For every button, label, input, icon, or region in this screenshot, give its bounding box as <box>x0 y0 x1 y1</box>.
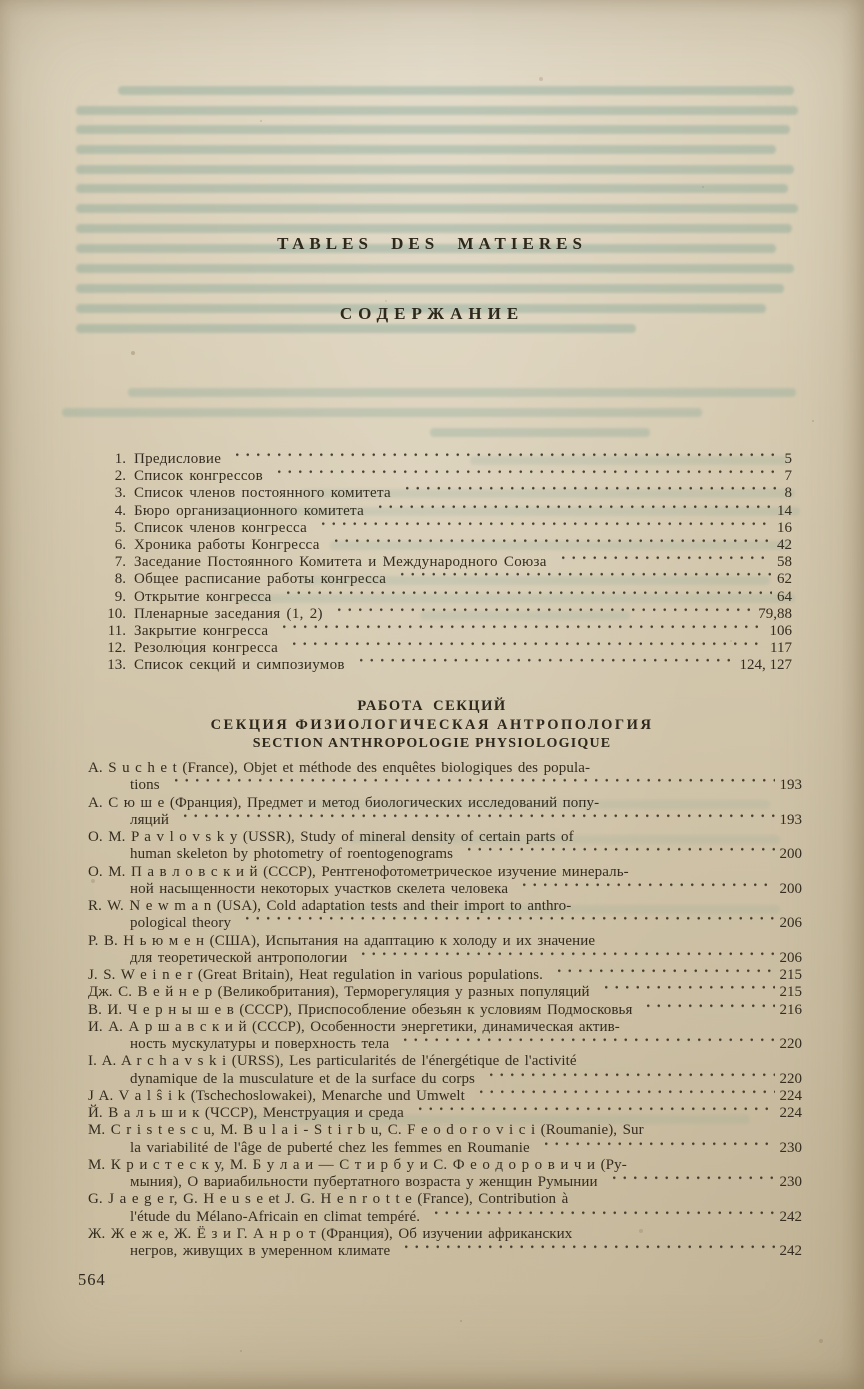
section-headings <box>0 696 864 753</box>
toc-item-title: Закрытие конгресса <box>134 623 269 640</box>
dot-leader <box>167 777 775 794</box>
section-entry-line <box>88 1088 802 1105</box>
section-entry-line <box>88 777 802 794</box>
entry-page: 216 <box>779 1001 802 1018</box>
toc-item <box>96 571 792 588</box>
dot-leader <box>393 571 772 588</box>
entry-text: В. И. Ч е р н ы ш е в (СССР), Приспособление обезьян к условиям Подмосковья <box>88 1001 633 1018</box>
section-entry-line <box>88 1243 802 1260</box>
showthrough-line <box>76 224 792 233</box>
dot-leader <box>238 915 774 932</box>
entry-text: J. S. W e i n e r (Great Britain), Heat regulation in various populations. <box>88 967 543 983</box>
toc-item-page: 14 <box>777 502 792 519</box>
entry-text: А. С ю ш е (Франция), Предмет и метод биологических исследований попу- <box>88 794 600 811</box>
section-entry-line <box>88 1053 802 1070</box>
dot-leader <box>285 640 765 657</box>
section-entry-line <box>88 1140 802 1157</box>
section-entry <box>88 1157 802 1192</box>
entry-page: 224 <box>779 1087 802 1104</box>
dot-leader <box>270 468 780 485</box>
showthrough-line <box>430 428 650 437</box>
toc-item-number: 4. <box>114 502 126 519</box>
toc-item-number: 5. <box>114 519 126 536</box>
toc-item <box>96 554 792 571</box>
entry-page: 230 <box>779 1139 802 1156</box>
entry-text: I. A. A r c h a v s k i (URSS), Les particularités de l'énergétique de l'activité <box>88 1053 577 1070</box>
toc-item-page: 58 <box>777 554 792 571</box>
section-entry-line <box>88 1209 802 1226</box>
section-entry-line <box>88 984 802 1001</box>
dot-leader <box>279 589 772 606</box>
section-entry <box>88 933 802 968</box>
entry-page: 220 <box>779 1070 802 1087</box>
section-entry <box>88 1088 802 1105</box>
dot-leader <box>352 657 735 674</box>
section-entry <box>88 1226 802 1261</box>
section-entry-line <box>88 1122 802 1139</box>
dot-leader <box>515 881 774 898</box>
dot-leader <box>314 520 772 537</box>
showthrough-line <box>128 388 796 397</box>
entry-page: 224 <box>779 1105 802 1121</box>
section-entry <box>88 1053 802 1088</box>
section-entry-line <box>88 1071 802 1088</box>
section-heading-work-of-sections: РАБОТА СЕКЦИЙ <box>357 698 507 714</box>
section-entry-line <box>88 1105 802 1122</box>
section-heading-russian: СЕКЦИЯ ФИЗИОЛОГИЧЕСКАЯ АНТРОПОЛОГИЯ <box>210 717 654 733</box>
toc-item-page: 16 <box>777 519 792 536</box>
section-heading-french: SECTION ANTHROPOLOGIE PHYSIOLOGIQUE <box>252 736 612 751</box>
toc-item-number: 10. <box>107 605 126 622</box>
entry-text: негров, живущих в умеренном климате <box>130 1243 391 1259</box>
entry-text: Ж. Ж е ж е, Ж. Ё з и Г. А н р о т (Франция), Об изучении африканских <box>88 1225 573 1242</box>
section-entry-line <box>88 864 802 881</box>
entry-page: 193 <box>779 777 802 794</box>
entry-text: R. W. N e w m a n (USA), Cold adaptation tests and their import to anthro- <box>88 898 572 914</box>
entry-text: О. М. П а в л о в с к и й (СССР), Рентгенофотометрическое изучение минераль- <box>88 863 629 880</box>
entry-text: Дж. С. В е й н е р (Великобритания), Терморегуляция у разных популяций <box>88 984 590 1001</box>
toc-item-title: Список членов конгресса <box>134 519 308 536</box>
section-entry-list <box>88 760 802 1260</box>
section-entry-line <box>88 1036 802 1053</box>
toc-item <box>96 606 792 623</box>
section-entry-line <box>88 1226 802 1243</box>
section-entry-line <box>88 846 802 863</box>
toc-item-title: Хроника работы Конгресса <box>134 537 320 554</box>
dot-leader <box>411 1105 775 1122</box>
entry-page: 193 <box>779 811 802 828</box>
section-entry-line <box>88 1002 802 1019</box>
dot-leader <box>397 1243 774 1260</box>
showthrough-line <box>76 284 784 293</box>
dot-leader <box>330 606 753 623</box>
section-entry-line <box>88 967 802 984</box>
section-entry <box>88 760 802 795</box>
toc-item-title: Пленарные заседания (1, 2) <box>134 605 323 622</box>
showthrough-line <box>76 184 788 193</box>
toc-item-title: Резолюция конгресса <box>134 640 279 657</box>
paper-speckles <box>0 0 2 2</box>
toc-item-title: Открытие конгресса <box>134 588 272 605</box>
toc-item-page: 42 <box>777 537 792 554</box>
showthrough-line <box>76 264 794 273</box>
entry-text: l'étude du Mélano-Africain en climat tempéré. <box>130 1208 421 1225</box>
showthrough-line <box>62 408 702 417</box>
section-entry <box>88 1191 802 1226</box>
page-number: 564 <box>78 1270 106 1289</box>
showthrough-line <box>118 86 794 95</box>
toc-item-number: 6. <box>114 537 126 554</box>
dot-leader <box>398 485 780 502</box>
toc-item-page: 124, 127 <box>739 657 792 674</box>
entry-text: M. C r i s t e s c u, M. B u l a i - S t i r b u, C. F e o d o r o v i c i (Roumanie), Sur <box>88 1122 644 1139</box>
dot-leader <box>396 1036 774 1053</box>
entry-page: 206 <box>779 949 802 966</box>
section-entry <box>88 984 802 1001</box>
section-entry-line <box>88 812 802 829</box>
showthrough-line <box>76 125 790 134</box>
toc-item-page: 62 <box>777 571 792 588</box>
entry-page: 230 <box>779 1174 802 1190</box>
toc-item <box>96 451 792 468</box>
toc-item-number: 8. <box>114 571 126 588</box>
entry-text: J A. V a l ŝ i k (Tschechoslowakei), Menarche und Umwelt <box>88 1087 465 1104</box>
entry-text: И. А. А р ш а в с к и й (СССР), Особенности энергетики, динамическая актив- <box>88 1018 620 1035</box>
dot-leader <box>176 812 775 829</box>
dot-leader <box>354 950 774 967</box>
dot-leader <box>371 503 772 520</box>
toc-item-page: 64 <box>777 588 792 605</box>
entry-text: tions <box>130 777 160 794</box>
section-entry <box>88 795 802 830</box>
entry-page: 242 <box>779 1208 802 1225</box>
section-entry-line <box>88 1019 802 1036</box>
entry-text: pological theory <box>130 915 232 932</box>
toc-list <box>96 451 792 675</box>
entry-text: для теоретической антропологии <box>130 949 348 966</box>
toc-item-number: 7. <box>114 554 126 571</box>
toc-item-title: Предисловие <box>134 451 222 467</box>
section-entry <box>88 1105 802 1122</box>
entry-page: 200 <box>779 846 802 863</box>
entry-text: G. J a e g e r, G. H e u s e et J. G. H e n r o t t e (France), Contribution à <box>88 1191 569 1208</box>
showthrough-line <box>76 204 798 213</box>
showthrough-line <box>76 145 776 154</box>
entry-page: 215 <box>779 984 802 1001</box>
entry-text: М. К р и с т е с к у, М. Б у л а и — С т и р б у и С. Ф е о д о р о в и ч и (Ру- <box>88 1156 627 1173</box>
section-entry-line <box>88 1157 802 1174</box>
toc-item <box>96 537 792 554</box>
toc-item-number: 3. <box>114 485 126 502</box>
dot-leader <box>550 967 775 984</box>
toc-item-page: 7 <box>784 468 792 485</box>
showthrough-line <box>76 324 636 333</box>
showthrough-line <box>76 165 794 174</box>
dot-leader <box>228 451 779 468</box>
entry-text: A. S u c h e t (France), Objet et méthode des enquêtes biologiques des popula- <box>88 760 591 776</box>
toc-item-title: Бюро организационного комитета <box>134 502 365 519</box>
section-entry-line <box>88 829 802 846</box>
dot-leader <box>460 846 774 863</box>
dot-leader <box>275 623 764 640</box>
entry-text: мыния), О вариабильности пубертатного возраста у женщин Румынии <box>130 1174 598 1190</box>
toc-item <box>96 503 792 520</box>
entry-text: la variabilité de l'âge de puberté chez les femmes en Roumanie <box>130 1139 530 1156</box>
dot-leader <box>427 1209 774 1226</box>
entry-text: ной насыщенности некоторых участков скелета человека <box>130 880 509 897</box>
section-entry <box>88 1122 802 1157</box>
entry-text: O. M. P a v l o v s k y (USSR), Study of mineral density of certain parts of <box>88 829 574 845</box>
section-entry-line <box>88 760 802 777</box>
toc-item <box>96 657 792 674</box>
toc-item-page: 106 <box>769 623 792 640</box>
toc-item-number: 2. <box>114 468 126 485</box>
dot-leader <box>605 1174 775 1191</box>
section-entry <box>88 829 802 864</box>
page-title-french: TABLES DES MATIERES <box>277 234 587 253</box>
section-entry-line <box>88 1174 802 1191</box>
toc-item-title: Список конгрессов <box>134 468 263 485</box>
toc-item-number: 12. <box>107 640 126 657</box>
toc-item-number: 9. <box>114 588 126 605</box>
toc-item <box>96 640 792 657</box>
dot-leader <box>537 1140 775 1157</box>
section-entry <box>88 1002 802 1019</box>
entry-page: 242 <box>779 1243 802 1259</box>
page-title-russian: СОДЕРЖАНИЕ <box>339 304 525 323</box>
toc-item-title: Заседание Постоянного Комитета и Международного Союза <box>134 554 547 571</box>
toc-item-title: Список секций и симпозиумов <box>134 657 345 674</box>
entry-text: human skeleton by photometry of roentogenograms <box>130 846 454 863</box>
toc-item-number: 1. <box>114 451 126 467</box>
dot-leader <box>472 1088 775 1105</box>
entry-text: Р. В. Н ь ю м е н (США), Испытания на адаптацию к холоду и их значение <box>88 932 596 949</box>
entry-page: 220 <box>779 1036 802 1052</box>
section-entry-line <box>88 950 802 967</box>
entry-text: ность мускулатуры и поверхность тела <box>130 1036 390 1052</box>
dot-leader <box>327 537 772 554</box>
toc-item-number: 13. <box>107 657 126 674</box>
section-entry-line <box>88 1191 802 1208</box>
section-entry-line <box>88 915 802 932</box>
toc-item-title: Список членов постоянного комитета <box>134 485 391 502</box>
section-entry <box>88 898 802 933</box>
toc-item-title: Общее расписание работы конгресса <box>134 571 387 588</box>
section-entry-line <box>88 881 802 898</box>
toc-item-page: 117 <box>770 640 792 657</box>
entry-page: 215 <box>779 967 802 983</box>
toc-item <box>96 468 792 485</box>
section-entry <box>88 967 802 984</box>
toc-item-page: 79,88 <box>758 605 792 622</box>
toc-item-page: 5 <box>784 451 792 467</box>
dot-leader <box>639 1002 774 1019</box>
toc-item-number: 11. <box>107 623 126 640</box>
section-entry <box>88 1019 802 1054</box>
entry-text: dynamique de la musculature et de la surface du corps <box>130 1070 475 1087</box>
dot-leader <box>554 554 772 571</box>
toc-item <box>96 623 792 640</box>
section-entry-line <box>88 898 802 915</box>
entry-page: 200 <box>779 880 802 897</box>
entry-page: 206 <box>779 915 802 932</box>
dot-leader <box>597 984 775 1001</box>
toc-item <box>96 589 792 606</box>
section-entry <box>88 864 802 899</box>
toc-item <box>96 520 792 537</box>
showthrough-line <box>76 106 798 115</box>
dot-leader <box>482 1071 775 1088</box>
toc-item-page: 8 <box>784 485 792 502</box>
entry-text: Й. В а л ь ш и к (ЧССР), Менструация и среда <box>88 1105 404 1121</box>
section-entry-line <box>88 933 802 950</box>
toc-item <box>96 485 792 502</box>
entry-text: ляций <box>130 811 169 828</box>
section-entry-line <box>88 795 802 812</box>
